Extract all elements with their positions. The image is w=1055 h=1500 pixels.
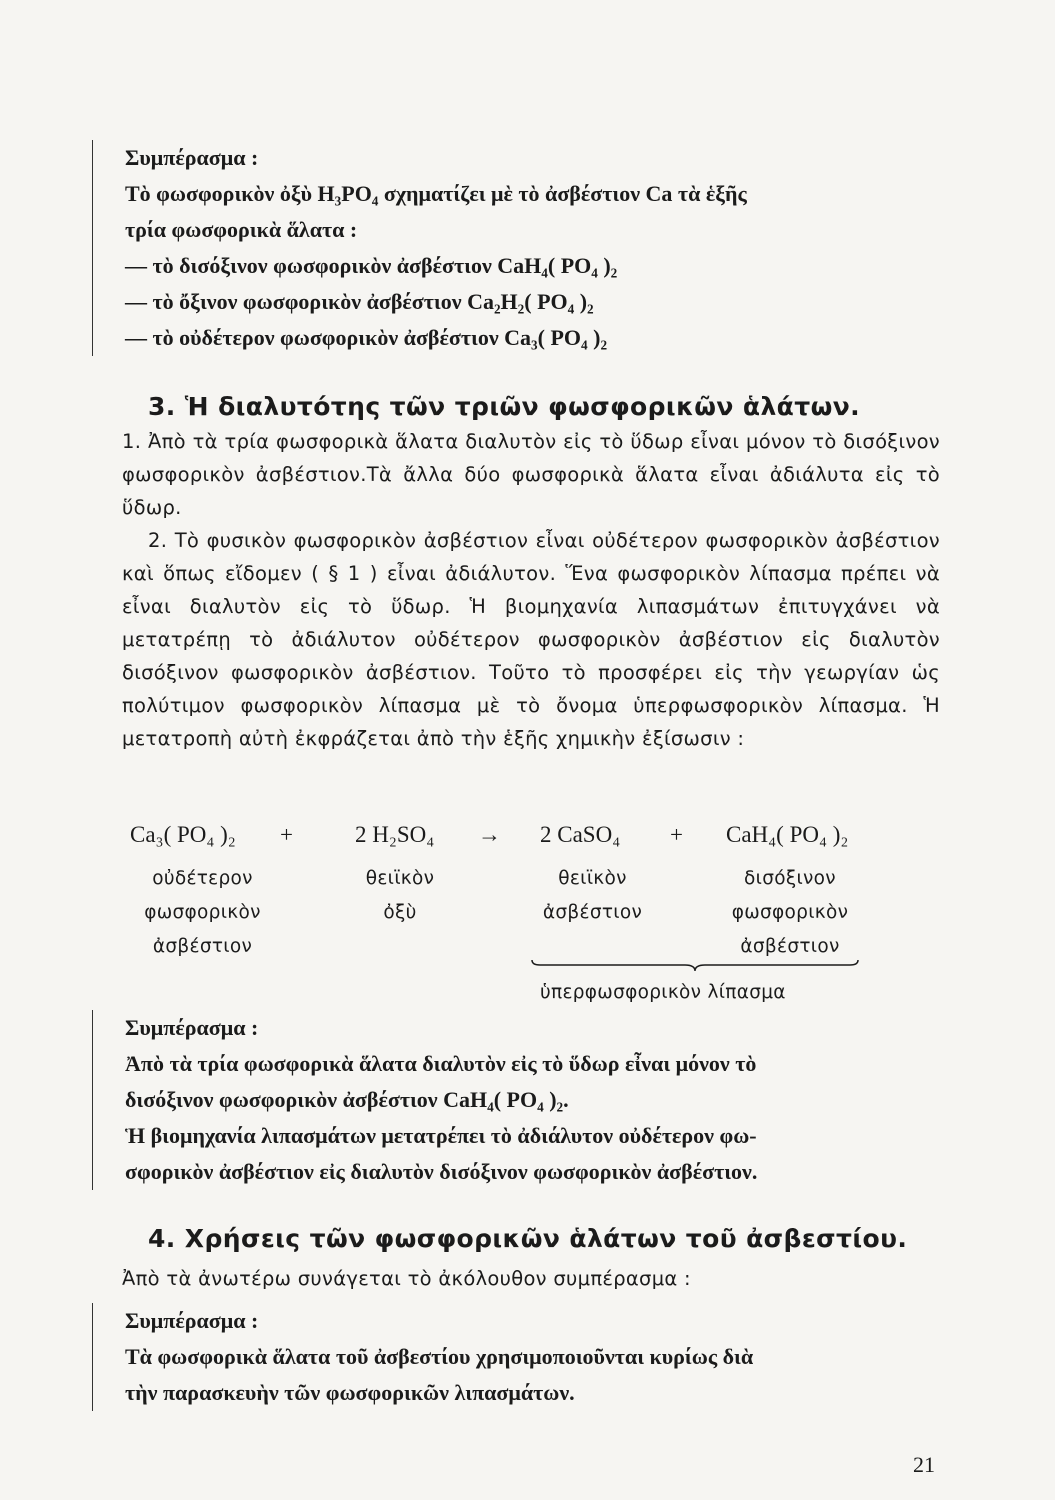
section-4-intro: Ἀπὸ τὰ ἀνωτέρω συνάγεται τὸ ἀκόλουθον συμπέρασμα : bbox=[122, 1267, 691, 1290]
equation-term-calcium-phosphate: Ca₃( PO₄ )₂ bbox=[130, 822, 236, 847]
equation-plus: + bbox=[280, 822, 293, 847]
paragraph-2: 2. Τὸ φυσικὸν φωσφορικὸν ἀσβέστιον εἶναι οὐδέτερον φωσφορικὸν ἀσβέστιον καὶ ὅπως εἴδομεν ( § 1 ) εἶναι ἀδιάλυτον. Ἕνα φωσφορικὸν λίπασμα πρέπει νὰ εἶναι διαλυτὸν εἰς τὸ ὕδωρ. Ἡ βιομηχανία λιπασμάτων ἐπιτυγχάνει νὰ μετατρέπῃ τὸ ἀδιάλυτον οὐδέτερον φωσφορικὸν ἀσβέστιον εἰς διαλυτὸν δισόξινον φωσφορικὸν ἀσβέστιον. Τοῦτο τὸ προσφέρει εἰς τὴν γεωργίαν ὡς πολύτιμον φωσφορικὸν λίπασμα μὲ τὸ ὄνομα ὑπερφωσφορικὸν λίπασμα. Ἡ μετατροπὴ αὐτὴ ἐκφράζεται ἀπὸ τὴν ἑξῆς χημικὴν ἐξίσωσιν : bbox=[122, 529, 940, 750]
conclusion-line: Τὰ φωσφορικὰ ἅλατα τοῦ ἀσβεστίου χρησιμοποιοῦνται κυρίως διὰ bbox=[125, 1344, 754, 1369]
equation-term-dihydrogen-phosphate: CaH₄( PO₄ )₂ bbox=[726, 822, 849, 847]
section-3-heading: 3. Ἡ διαλυτότης τῶν τριῶν φωσφορικῶν ἁλάτων. bbox=[148, 392, 861, 421]
conclusion-box-3 bbox=[92, 1303, 975, 1411]
page-number: 21 bbox=[913, 1452, 935, 1477]
conclusion-line: Τὸ φωσφορικὸν ὀξὺ H₃PO₄ σχηματίζει μὲ τὸ ἀσβέστιον Ca τὰ ἑξῆς bbox=[125, 181, 747, 206]
section-4-body bbox=[122, 1262, 940, 1295]
conclusion-line: Ἡ βιομηχανία λιπασμάτων μετατρέπει τὸ ἀδιάλυτον οὐδέτερον φω- bbox=[125, 1123, 757, 1148]
conclusion-line: τὴν παρασκευὴν τῶν φωσφορικῶν λιπασμάτων. bbox=[125, 1380, 575, 1405]
section-4-heading: 4. Χρήσεις τῶν φωσφορικῶν ἁλάτων τοῦ ἀσβεστίου. bbox=[148, 1224, 908, 1253]
equation-term-calcium-sulfate: 2 CaSO₄ bbox=[540, 822, 621, 847]
conclusion-box-2 bbox=[92, 1010, 975, 1190]
equation-term-sulfuric-acid: 2 H₂SO₄ bbox=[355, 822, 435, 847]
equation-label-1: οὐδέτερον φωσφορικὸν ἀσβέστιον bbox=[144, 868, 261, 957]
conclusion-title: Συμπέρασμα : bbox=[125, 1308, 259, 1333]
brace-label: ὑπερφωσφορικὸν λίπασμα bbox=[540, 982, 786, 1003]
section-3-body bbox=[122, 425, 940, 755]
equation-label-2: θειϊκὸν ὀξὺ bbox=[365, 868, 435, 923]
conclusion-title: Συμπέρασμα : bbox=[125, 145, 259, 170]
conclusion-line: δισόξινον φωσφορικὸν ἀσβέστιον CaH₄( PO₄ )₂. bbox=[125, 1087, 569, 1112]
chemical-equation bbox=[130, 822, 950, 1012]
reaction-arrow: → bbox=[478, 822, 501, 847]
conclusion-title: Συμπέρασμα : bbox=[125, 1015, 259, 1040]
paragraph-1: 1. Ἀπὸ τὰ τρία φωσφορικὰ ἅλατα διαλυτὸν εἰς τὸ ὕδωρ εἶναι μόνον τὸ δισόξινον φωσφορικὸν ἀσβέστιον.Τὰ ἄλλα δύο φωσφορικὰ ἅλατα εἶναι ἀδιάλυτα εἰς τὸ ὕδωρ. bbox=[122, 430, 940, 519]
conclusion-line: — τὸ οὐδέτερον φωσφορικὸν ἀσβέστιον Ca₃( PO₄ )₂ bbox=[125, 325, 608, 350]
equation-plus: + bbox=[670, 822, 683, 847]
equation-label-4: δισόξινον φωσφορικὸν ἀσβέστιον bbox=[731, 868, 849, 957]
conclusion-line: Ἀπὸ τὰ τρία φωσφορικὰ ἅλατα διαλυτὸν εἰς τὸ ὕδωρ εἶναι μόνον τὸ bbox=[125, 1051, 757, 1076]
conclusion-line: — τὸ ὄξινον φωσφορικὸν ἀσβέστιον Ca₂H₂( PO₄ )₂ bbox=[125, 289, 594, 314]
underbrace-icon bbox=[530, 958, 860, 972]
conclusion-box-1 bbox=[92, 140, 975, 356]
equation-label-3: θειϊκὸν ἀσβέστιον bbox=[542, 868, 643, 923]
conclusion-line: σφορικὸν ἀσβέστιον εἰς διαλυτὸν δισόξινον φωσφορικὸν ἀσβέστιον. bbox=[125, 1159, 758, 1184]
conclusion-line: τρία φωσφορικὰ ἅλατα : bbox=[125, 217, 358, 242]
conclusion-line: — τὸ δισόξινον φωσφορικὸν ἀσβέστιον CaH₄( PO₄ )₂ bbox=[125, 253, 618, 278]
